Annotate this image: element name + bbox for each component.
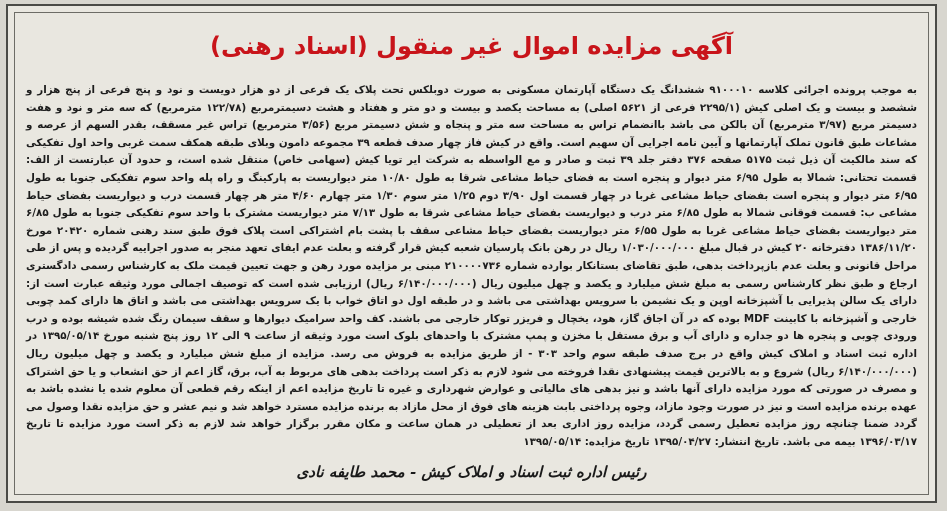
- notice-body: به موجب پرونده اجرائی کلاسه ۹۱۰۰۰۱۰ ششدانگ یک دستگاه آپارتمان مسکونی به صورت دوبلکس تحت پلاک یک فرعی از دو هزار دویست و نود و پنج فرعی از پنج هزار و ششصد و بیست و یک اصلی کیش (۲۲۹۵/۱ فرعی از ۵۶۲۱ اصلی) به مساحت یکصد و بیست و دو متر و هفتاد و هشت دسیمترمربع (۱۲۲/۷۸ مترمربع) که سه متر و نود و هفت دسیمتر مربع (۳/۹۷ مترمربع) آن بالکن می باشد باانضمام تراس به مساحت سه متر و پنجاه و شش دسیمتر مربع (۳/۵۶ مترمربع) تراس غیر مسقف، بقدر السهم از عرصه و مشاعات طبق قانون تملک آپارتمانها و آیین نامه اجرایی آن سهیم است. واقع در کیش فاز چهار صدف قطعه ۳۹ مجموعه دامون وبلای طبقه همکف سمت غربی واحد اول تفکیکی که سند مالکیت آن ذیل ثبت ۵۱۷۵ صفحه ۳۷۶ دفتر جلد ۳۹ ثبت و صادر و مع الواسطه به شرکت ایر تویا کیش (سهامی خاص) منتقل شده است، و حدود آن عبارتست از الف: قسمت تحتانی: شمالا به طول ۶/۹۵ متر دیوار و پنجره است به فضای حیاط مشاعی شرقا به طول ۱۰/۸۰ متر دیواریست به پارکینگ و راه پله واحد سوم تفکیکی جنوبا به طول ۶/۹۵ متر دیوار و پنجره است بفضای حیاط مشاعی غربا در چهار قسمت اول ۳/۹۰ دوم ۱/۲۵ متر سوم ۱/۳۰ متر چهارم ۴/۶۰ متر هر چهار قسمت درب و دیواریست بفضای حیاط مشاعی ب: قسمت فوقانی شمالا به طول ۶/۸۵ متر درب و دیواریست بفضای حیاط مشاعی شرقا به طول ۷/۱۳ متر دیواریست مشترک با واحد سوم تفکیکی جنوبا به طول ۶/۸۵ متر دیواریست بفضای حیاط مشاعی غربا به طول ۶/۵۵ متر دیواریست بفضای حیاط مشاعی سقف با پشت بام اشتراکی است پلاک فوق طبق سند رهنی شماره ۲۰۴۲۰ مورخ ۱۳۸۶/۱۱/۲۰ دفترخانه ۲۰ کیش در قبال مبلغ ۱/۰۳۰/۰۰۰/۰۰۰ ریال در رهن بانک پارسیان شعبه کیش قرار گرفته و بعلت عدم ایفای تعهد منجر به صدور اجراییه گردیده و پس از طی مراحل قانونی و بعلت عدم بازپرداخت بدهی، طبق تقاضای بستانکار بوارده شماره ۲۱۰۰۰۰۷۳۶ مبنی بر مزایده مورد رهن و جهت تعیین قیمت ملک به کارشناس رسمی دادگستری ارجاع و طبق نظر کارشناس رسمی به مبلغ شش میلیارد و یکصد و چهل میلیون ریال (۶/۱۴۰/۰۰۰/۰۰۰ ریال) ارزیابی شده است که توصیف اجمالی مورد وثیقه عبارت است از: دارای یک سالن پذیرایی با آشپزخانه اوپن و یک نشیمن با سرویس بهداشتی می باشد و در طبقه اول دو اتاق خواب با یک سرویس بهداشتی می باشد و اتاق ها دارای کمد چوبی خارجی و آشپزخانه با کابینت MDF بوده که در آن اجاق گاز، هود، یخچال و فریزر توکار خارجی می باشند. کف واحد سرامیک دیوارها و سقف سیمان رنگ شده شیشه بوده و درب ورودی چوبی و پنجره ها دو جداره و دارای آب و برق مستقل با مخزن و پمپ مشترک با واحدهای بلوک است مورد وثیقه از ساعت ۹ الی ۱۲ روز پنج شنبه مورخ ۱۳۹۵/۰۵/۱۴ در اداره ثبت اسناد و املاک کیش واقع در برج صدف طبقه سوم واحد ۳۰۳ - از طریق مزایده به فروش می رسد. مزایده از مبلغ شش میلیارد و یکصد و چهل میلیون ریال (۶/۱۴۰/۰۰۰/۰۰۰ ریال) شروع و به بالاترین قیمت پیشنهادی نقدا فروخته می شود لازم به ذکر است پرداخت بدهی های مربوط به آب، برق، گاز اعم از حق انشعاب و یا حق اشتراک و مصرف در صورتی که مورد مزایده دارای آنها باشد و نیز بدهی های مالیاتی و عوارض شهرداری و غیره تا تاریخ مزایده اعم از اینکه رقم قطعی آن معلوم شده یا نشده باشد به عهده برنده مزایده است و نیز در صورت وجود مازاد، وجوه پرداختی بابت هزینه های فوق از محل مازاد به برنده مزایده مسترد خواهد شد و نیم عشر و حق مزایده نقدا وصول می گردد ضمنا چنانچه روز مزایده تعطیل رسمی گردد، مزایده روز اداری بعد از تعطیلی در همان ساعت و مکان مقرر برگزار خواهد شد لازم به ذکر است مورد مزایده تا تاریخ ۱۳۹۶/۰۳/۱۷ بیمه می باشد. تاریخ انتشار: ۱۳۹۵/۰۴/۲۷ تاریخ مزایده: ۱۳۹۵/۰۵/۱۴: [26, 84, 918, 448]
- notice-title: آگهی مزایده اموال غیر منقول (اسناد رهنی): [209, 32, 734, 60]
- auction-notice: [6, 4, 937, 503]
- notice-signature: رئیس اداره ثبت اسناد و املاک کیش - محمد طایفه نادی: [296, 463, 647, 481]
